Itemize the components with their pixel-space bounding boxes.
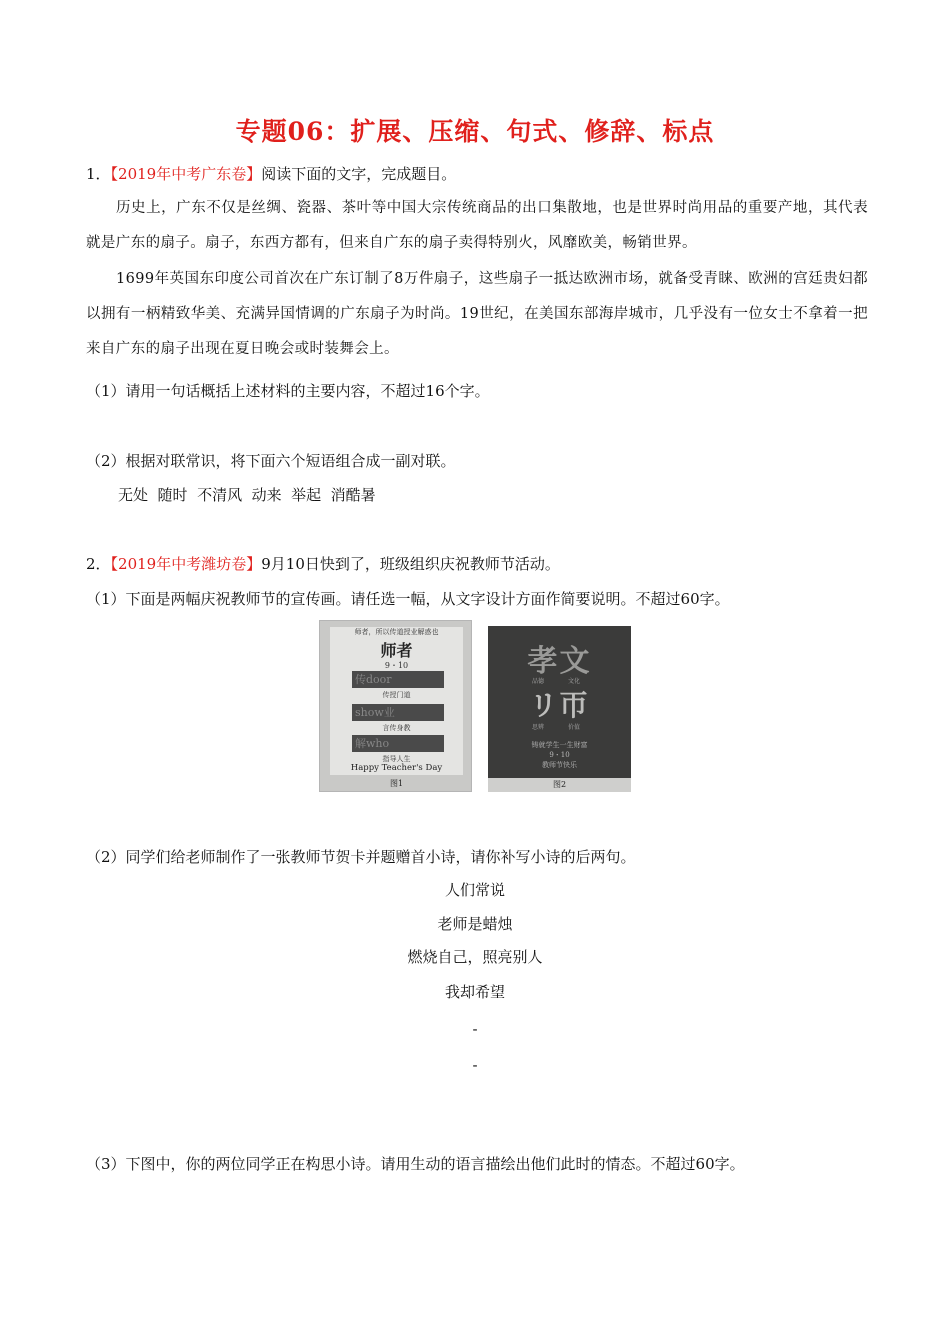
poster-header: 师者，所以传道授业解惑也 [354,628,439,636]
question-source: 【2019年中考广东卷】 [110,165,262,183]
question-prompt: 阅读下面的文字，完成题目。 [261,165,457,183]
passage-paragraph-1: 历史上，广东不仅是丝绸、瓷器、茶叶等中国大宗传统商品的出口集散地，也是世界时尚用品的重要产地，其代表就是广东的扇子。扇子，东西方都有，但来自广东的扇子卖得特别火，风靡欧美，畅销世界。 [86,200,868,251]
poster-big-title: 师者 [380,641,413,660]
poster2-small-4: 价值 [568,724,581,731]
poster2-line-1: 铸就学生一生财富 [531,741,588,749]
poster2-small-2: 文化 [568,678,581,685]
poster-bar-1: 传door [352,671,444,688]
poster2-mid-chars: リ帀 [529,689,590,722]
poster-line-3: 指导人生 [382,755,411,763]
poster-english: Happy Teacher's Day [350,763,443,773]
poster2-small-3: 思辨 [532,724,545,731]
poster2-line-2: 9・10 [549,751,570,759]
poem-line-4: 我却希望 [444,983,505,1001]
sub-question-2-3: （3）下图中，你的两位同学正在构思小诗。请用生动的语言描绘出他们此时的情态。不超过60字。 [86,1155,745,1173]
phrase-list: 无处 随时 不清风 动来 举起 消酷暑 [118,486,376,504]
poster-figure-1 [319,620,472,792]
page-title: 专题06：扩展、压缩、句式、修辞、标点 [235,117,715,146]
question-number: 1． [86,165,111,183]
poster-date: 9・10 [384,661,409,670]
sub-question-2-2: （2）同学们给老师制作了一张教师节贺卡并题赠首小诗，请你补写小诗的后两句。 [86,848,636,866]
passage-paragraph-2: 1699年英国东印度公司首次在广东订制了8万件扇子，这些扇子一抵达欧洲市场，就备受青睐、欧洲的宫廷贵妇都以拥有一柄精致华美、充满异国情调的广东扇子为时尚。19世纪，在美国东部海岸城市，几乎没有一位女士不拿着一把来自广东的扇子出现在夏日晚会或时装舞会上。 [86,271,868,357]
question-2-header [86,554,560,574]
sub-question-2-1: （1）下面是两幅庆祝教师节的宣传画。请任选一幅，从文字设计方面作简要说明。不超过60字。 [86,590,730,608]
poster-figure-2 [488,626,631,792]
poem-line-1: 人们常说 [444,881,505,899]
poster2-small-1: 品德 [532,678,545,685]
poem-line-3: 燃烧自己，照亮别人 [407,948,543,966]
poster-line-1: 传授门道 [382,691,411,699]
poem-blank-1: - [472,1020,478,1038]
poster-bar-3: 解who [352,735,444,752]
question-source: 【2019年中考潍坊卷】 [110,555,262,573]
figure-caption-1: 图1 [389,779,404,788]
poster-line-2: 言传身教 [382,724,411,732]
question-number: 2． [86,555,111,573]
poster2-top-chars: 孝文 [527,644,592,679]
poem-line-2: 老师是蜡烛 [437,915,513,933]
poem-blank-2: - [472,1056,478,1074]
sub-question-1-1: （1）请用一句话概括上述材料的主要内容，不超过16个字。 [86,382,490,400]
question-prompt: 9月10日快到了，班级组织庆祝教师节活动。 [261,555,560,573]
figure-caption-2: 图2 [488,778,631,792]
question-1-header [86,164,456,184]
sub-question-1-2: （2）根据对联常识，将下面六个短语组合成一副对联。 [86,452,456,470]
poster2-line-3: 教师节快乐 [542,761,577,769]
poster-bar-2: show业 [352,704,444,721]
